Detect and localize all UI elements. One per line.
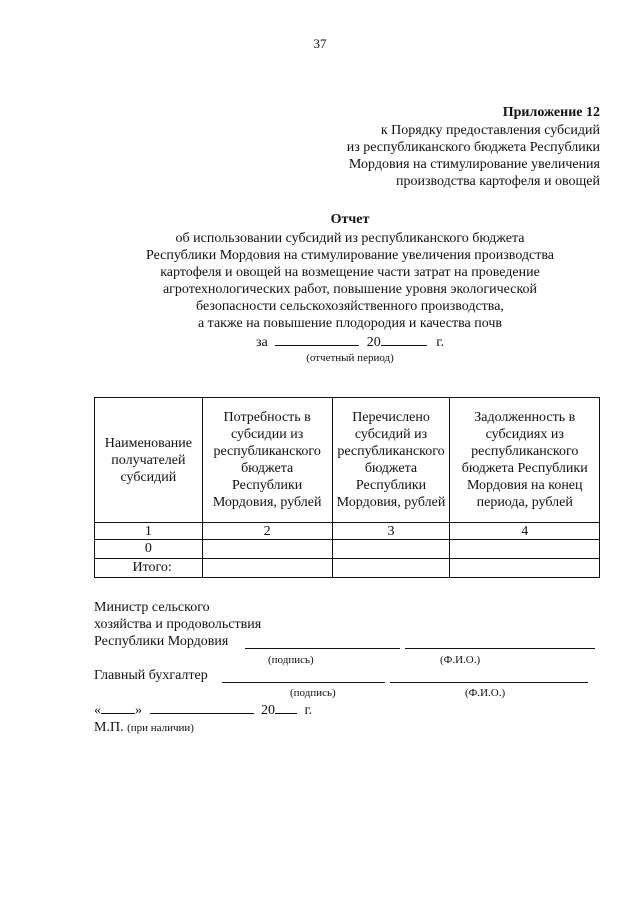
minister-title-line: хозяйства и продовольствия <box>94 617 262 632</box>
column-number: 1 <box>95 523 203 540</box>
column-number: 4 <box>450 523 600 540</box>
minister-title-line: Министр сельского <box>94 600 210 615</box>
appendix-title: Приложение 12 <box>502 105 600 120</box>
total-row <box>95 559 600 578</box>
column-header-debt: Задолженность в субсидиях из республиканского бюджета Республики Мордовия на конец периода, рублей <box>450 398 600 523</box>
date-month-field[interactable] <box>150 701 254 714</box>
period-year: 20 <box>366 335 381 350</box>
transferred-cell[interactable] <box>332 540 450 559</box>
minister-signature-hint: (подпись) <box>268 654 314 666</box>
period-blank[interactable] <box>275 333 359 346</box>
reporting-period-line <box>0 333 640 351</box>
period-year-blank[interactable] <box>381 333 427 346</box>
subsidy-report-table <box>94 397 600 578</box>
table-row <box>95 540 600 559</box>
report-subtitle <box>0 230 640 332</box>
total-label: Итого: <box>95 559 203 578</box>
column-number-row <box>95 523 600 540</box>
report-line: картофеля и овощей на возмещение части затрат на проведение <box>160 265 540 280</box>
accountant-name-field[interactable] <box>390 682 588 683</box>
report-line: об использовании субсидий из республиканского бюджета <box>175 231 525 246</box>
date-suffix: г. <box>304 703 313 718</box>
appendix-line: из республиканского бюджета Республики <box>346 140 600 155</box>
minister-title-line: Республики Мордовия <box>94 634 229 649</box>
date-line <box>94 701 312 719</box>
need-cell[interactable] <box>202 540 332 559</box>
column-header-transferred: Перечислено субсидий из республиканского бюджета Республики Мордовия, рублей <box>332 398 450 523</box>
accountant-signature-field[interactable] <box>222 682 385 683</box>
debt-cell[interactable] <box>450 540 600 559</box>
column-header-recipients: Наименование получателей субсидий <box>95 398 203 523</box>
column-number: 3 <box>332 523 450 540</box>
appendix-line: к Порядку предоставления субсидий <box>380 123 600 138</box>
table-header-row <box>95 398 600 523</box>
report-line: безопасности сельскохозяйственного производства, <box>196 299 504 314</box>
total-need-cell[interactable] <box>202 559 332 578</box>
minister-signature-field[interactable] <box>245 648 400 649</box>
period-suffix: г. <box>436 335 444 350</box>
column-header-need: Потребность в субсидии из республиканского бюджета Республики Мордовия, рублей <box>202 398 332 523</box>
report-line: агротехнологических работ, повышение уровня экологической <box>162 282 538 297</box>
column-number: 2 <box>202 523 332 540</box>
minister-name-field[interactable] <box>405 648 595 649</box>
date-year: 20 <box>261 703 275 718</box>
date-year-field[interactable] <box>275 701 297 714</box>
page-number: 37 <box>313 36 327 51</box>
minister-name-hint: (Ф.И.О.) <box>440 654 481 666</box>
date-day-field[interactable] <box>101 701 135 714</box>
report-title: Отчет <box>330 212 370 227</box>
total-transferred-cell[interactable] <box>332 559 450 578</box>
period-prefix: за <box>256 335 268 350</box>
stamp-label: М.П. <box>94 720 124 735</box>
period-hint: (отчетный период) <box>306 352 394 364</box>
date-open-quote: « <box>94 703 101 718</box>
appendix-line: Мордовия на стимулирование увеличения <box>348 157 600 172</box>
report-line: Республики Мордовия на стимулирование увеличения производства <box>145 248 555 263</box>
recipient-cell[interactable]: 0 <box>95 540 203 559</box>
appendix-reference <box>347 122 600 190</box>
minister-signature-block <box>94 599 261 650</box>
report-line: а также на повышение плодородия и качества почв <box>197 316 503 331</box>
appendix-line: производства картофеля и овощей <box>396 174 600 189</box>
accountant-label: Главный бухгалтер <box>94 668 208 683</box>
date-close-quote: » <box>135 703 142 718</box>
total-debt-cell[interactable] <box>450 559 600 578</box>
accountant-name-hint: (Ф.И.О.) <box>465 687 506 699</box>
stamp-line <box>94 719 194 737</box>
stamp-note: (при наличии) <box>127 722 194 734</box>
accountant-signature-hint: (подпись) <box>290 687 336 699</box>
